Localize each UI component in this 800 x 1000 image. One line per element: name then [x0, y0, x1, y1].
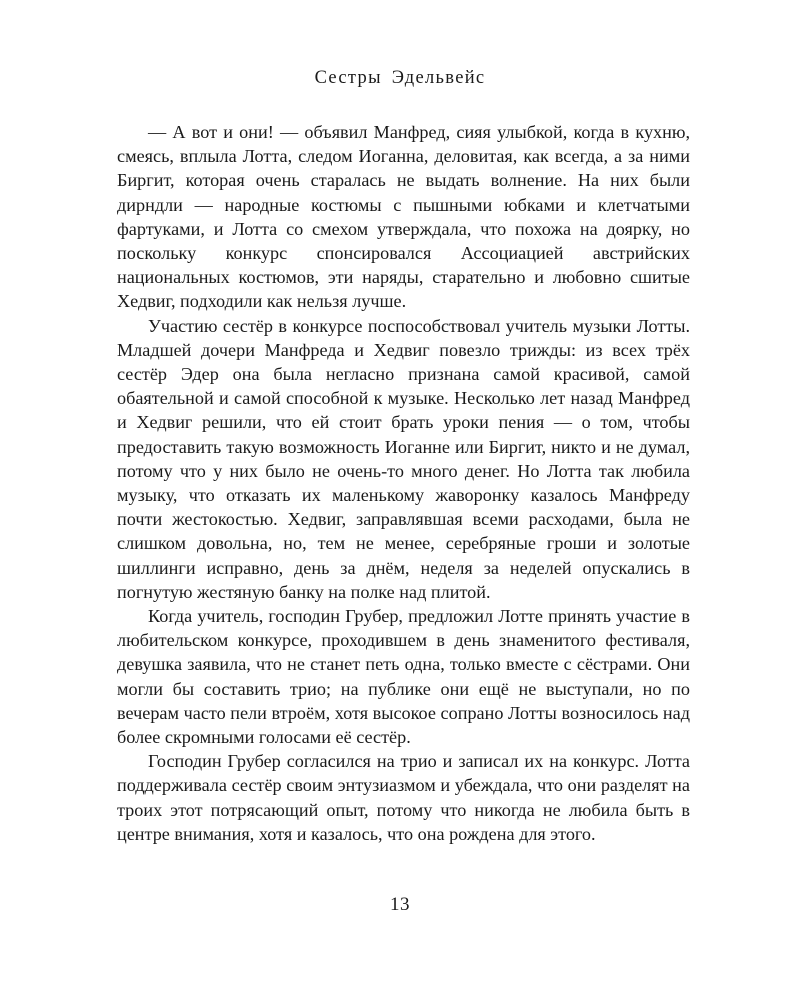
paragraph: — А вот и они! — объявил Манфред, сияя улыбкой, когда в кухню, смеясь, вплыла Лотта, следом Иоганна, деловитая, как всегда, а за ними Биргит, которая очень старалась не выдать волнение. На них были дирндли — народные костюмы с пышными юбками и клетчатыми фартуками, и Лотта со смехом утверждала, что похожа на доярку, но поскольку конкурс спонсировался Ассоциацией австрийских национальных костюмов, эти наряды, старательно и любовно сшитые Хедвиг, подходили как нельзя лучше.: [117, 122, 690, 312]
page-number: 13: [390, 894, 410, 915]
paragraph: Когда учитель, господин Грубер, предложил Лотте принять участие в любительском конкурсе, проходившем в день знаменитого фестиваля, девушка заявила, что не станет петь одна, только вместе с сёстрами. Они могли бы составить трио; на публике они ещё не выступали, но по вечерам часто пели втроём, хотя высокое сопрано Лотты возносилось над более скромными голосами её сестёр.: [117, 606, 690, 748]
body-text: [117, 120, 690, 846]
paragraph: Участию сестёр в конкурсе поспособствовал учитель музыки Лотты. Младшей дочери Манфреда и Хедвиг повезло трижды: из всех трёх сестёр Эдер она была негласно признана самой красивой, самой обаятельной и самой способной к музыке. Несколько лет назад Манфред и Хедвиг решили, что ей стоит брать уроки пения — о том, чтобы предоставить такую возможность Иоганне или Биргит, никто и не думал, потому что у них было не очень-то много денег. Но Лотта так любила музыку, что отказать их маленькому жаворонку казалось Манфреду почти жестокостью. Хедвиг, заправлявшая всеми расходами, была не слишком довольна, но, тем не менее, серебряные гроши и золотые шиллинги исправно, день за днём, неделя за неделей опускались в погнутую жестяную банку на полке над плитой.: [117, 315, 690, 602]
running-head: Сестры Эдельвейс: [314, 68, 486, 88]
paragraph: Господин Грубер согласился на трио и записал их на конкурс. Лотта поддерживала сестёр своим энтузиазмом и убеждала, что они разделят на троих этот потрясающий опыт, потому что никогда не любила быть в центре внимания, хотя и казалось, что она рождена для этого.: [117, 751, 690, 844]
